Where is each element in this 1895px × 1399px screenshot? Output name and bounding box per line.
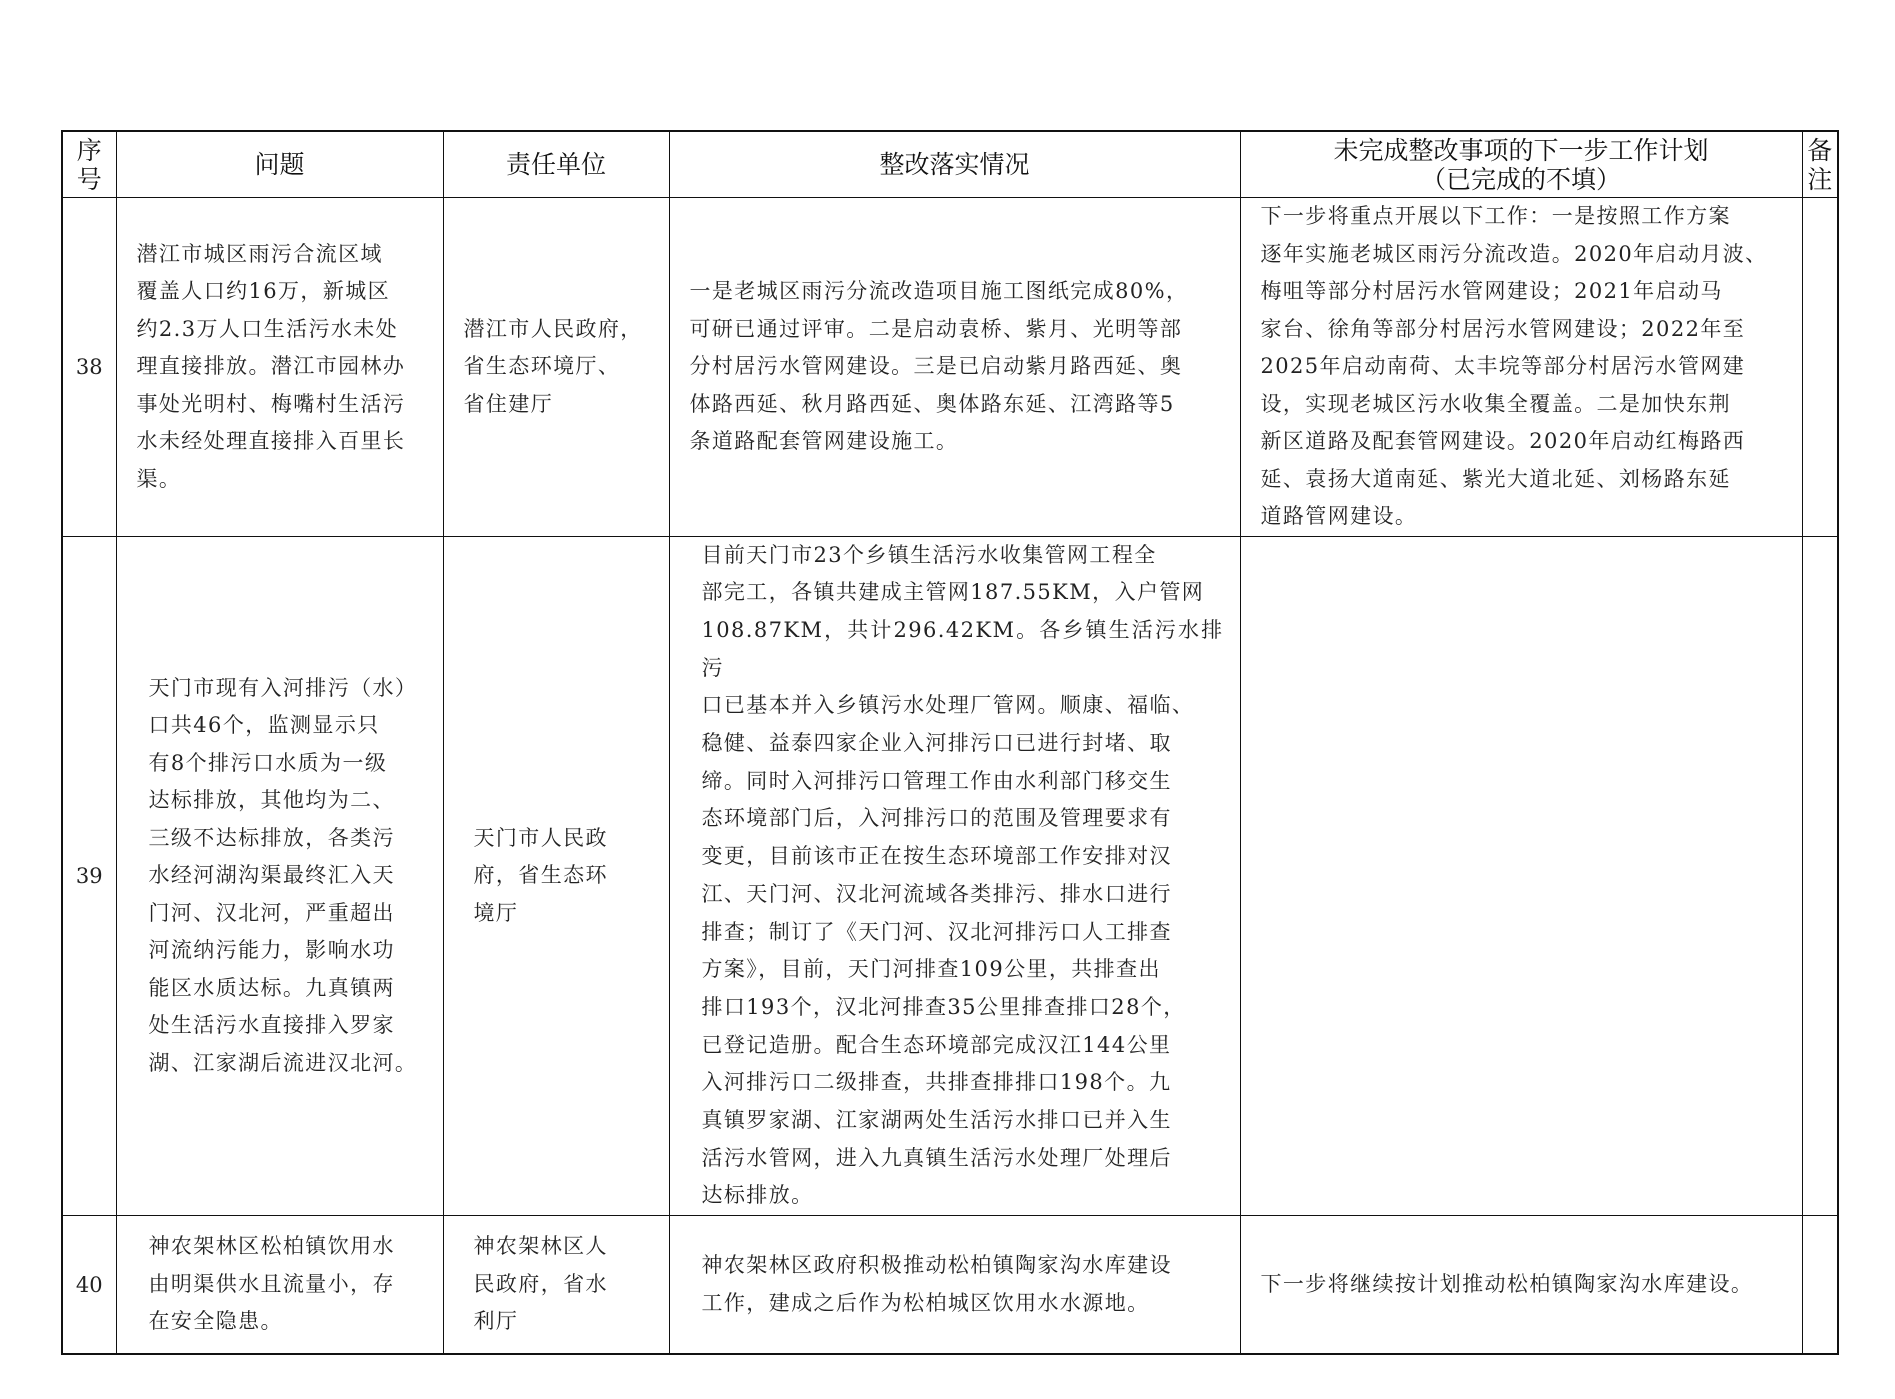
row-plan-text: 下一步将继续按计划推动松柏镇陶家沟水库建设。 [1260, 1271, 1754, 1296]
rectification-table [61, 130, 1839, 1355]
row-status [669, 198, 1240, 537]
row-problem [116, 536, 443, 1216]
header-remark-label: 备注 [1807, 135, 1833, 194]
row-plan [1240, 198, 1802, 537]
header-status [669, 131, 1240, 198]
row-problem-text: 天门市现有入河排污（水） 口共46个，监测显示只 有8个排污口水质为一级 达标排放，其他均为二、 三级不达标排放，各类污 水经河湖沟渠最终汇入天 门河、汉北河，严重超出 河流纳污能力，影响水功 能区水质达标。九真镇两 处生活污水直接排入罗家 湖、江家湖后流进汉北河。 [148, 675, 418, 1075]
table-row [62, 536, 1838, 1216]
header-plan-label: 未完成整改事项的下一步工作计划 （已完成的不填） [1333, 135, 1709, 194]
header-unit [443, 131, 669, 198]
row-status-text: 一是老城区雨污分流改造项目施工图纸完成80%， 可研已通过评审。二是启动袁桥、紫月、光明等部 分村居污水管网建设。三是已启动紫月路西延、奥 体路西延、秋月路西延、奥体路东延、江湾路等5 条道路配套管网建设施工。 [689, 279, 1189, 453]
row-index: 39 [62, 536, 116, 1216]
header-problem [116, 131, 443, 198]
header-remark [1802, 131, 1838, 198]
row-plan-text: 下一步将重点开展以下工作：一是按照工作方案 逐年实施老城区雨污分流改造。2020年启动月波、 梅咀等部分村居污水管网建设；2021年启动马 家台、徐角等部分村居污水管网建设；2022年至 2025年启动南荷、太丰垸等部分村居污水管网建 设，实现老城区污水收集全覆盖。二是加快东荆 新区道路及配套管网建设。2020年启动红梅路西 延、袁扬大道南延、紫光大道北延、刘杨路东延 道路管网建设。 [1260, 204, 1768, 528]
header-status-label: 整改落实情况 [879, 150, 1030, 179]
row-index: 40 [62, 1216, 116, 1355]
header-plan [1240, 131, 1802, 198]
row-unit-text: 神农架林区人 民政府，省水 利厅 [473, 1234, 608, 1334]
row-remark [1802, 198, 1838, 537]
row-remark [1802, 536, 1838, 1216]
table-row [62, 1216, 1838, 1355]
row-index: 38 [62, 198, 116, 537]
table-header-row [62, 131, 1838, 198]
row-status [669, 536, 1240, 1216]
row-unit [443, 198, 669, 537]
row-status-text: 神农架林区政府积极推动松柏镇陶家沟水库建设 工作，建成之后作为松柏城区饮用水水源地。 [701, 1253, 1172, 1315]
row-problem [116, 198, 443, 537]
row-problem [116, 1216, 443, 1355]
row-unit [443, 1216, 669, 1355]
header-unit-label: 责任单位 [505, 150, 606, 179]
row-remark [1802, 1216, 1838, 1355]
row-unit-text: 天门市人民政 府，省生态环 境厅 [473, 825, 608, 925]
row-status [669, 1216, 1240, 1355]
row-unit [443, 536, 669, 1216]
row-problem-text: 神农架林区松柏镇饮用水 由明渠供水且流量小，存 在安全隐患。 [148, 1234, 395, 1334]
header-problem-label: 问题 [254, 150, 305, 179]
row-plan [1240, 1216, 1802, 1355]
header-index [62, 131, 116, 198]
row-plan [1240, 536, 1802, 1216]
header-index-label: 序号 [76, 135, 102, 194]
row-unit-text: 潜江市人民政府， 省生态环境厅、 省住建厅 [463, 316, 643, 416]
row-problem-text: 潜江市城区雨污合流区域 覆盖人口约16万，新城区 约2.3万人口生活污水未处 理直接排放。潜江市园林办 事处光明村、梅嘴村生活污 水未经处理直接排入百里长 渠。 [136, 241, 406, 491]
row-status-text: 目前天门市23个乡镇生活污水收集管网工程全 部完工，各镇共建成主管网187.55KM，入户管网 108.87KM，共计296.42KM。各乡镇生活污水排污 口已基本并入乡镇污水处理厂管网。顺康、福临、 稳健、益泰四家企业入河排污口已进行封堵、取 缔。同时入河排污口管理工作由水利部门移交生 态环境部门后，入河排污口的范围及管理要求有 变更，目前该市正在按生态环境部工作安排对汉 江、天门河、汉北河流域各类排污、排水口进行 排查；制订了《天门河、汉北河排污口人工排查 方案》，目前，天门河排查109公里，共排查出 排口193个，汉北河排查35公里排查排口28个， 已登记造册。配合生态环境部完成汉江144公里 入河排污口二级排查，共排查排排口198个。九 真镇罗家湖、江家湖两处生活污水排口已并入生 活污水管网，进入九真镇生活污水处理厂处理后 达标排放。 [701, 542, 1224, 1208]
table-row [62, 198, 1838, 537]
